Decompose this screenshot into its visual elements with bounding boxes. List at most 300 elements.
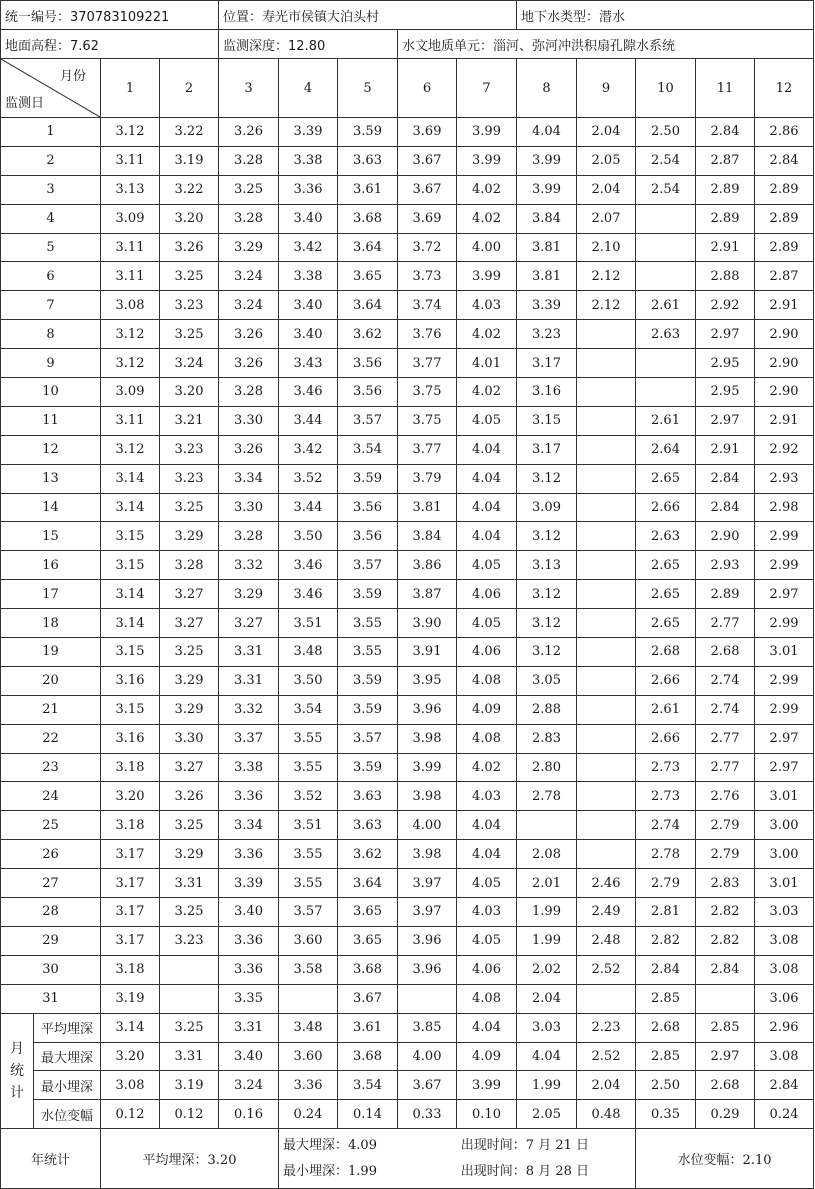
depth-value: 3.72 [398, 233, 457, 262]
depth-value: 3.57 [338, 551, 398, 580]
depth-value [577, 406, 636, 435]
depth-value: 3.84 [398, 522, 457, 551]
stat-value: 3.67 [398, 1071, 457, 1100]
depth-value: 3.55 [338, 638, 398, 667]
depth-value [577, 493, 636, 522]
depth-value: 2.86 [755, 118, 814, 147]
day-number: 16 [1, 551, 101, 580]
depth-value: 3.59 [338, 464, 398, 493]
depth-value: 3.34 [219, 811, 279, 840]
depth-value: 4.08 [457, 984, 517, 1013]
depth-value [577, 753, 636, 782]
depth-value: 3.98 [398, 840, 457, 869]
depth-value: 3.18 [101, 753, 160, 782]
stat-value: 3.40 [219, 1042, 279, 1071]
depth-value: 3.17 [517, 435, 577, 464]
depth-value: 2.97 [755, 753, 814, 782]
depth-value: 3.29 [219, 233, 279, 262]
depth-value: 3.15 [101, 638, 160, 667]
depth-value: 3.20 [160, 204, 219, 233]
depth-value: 2.87 [755, 262, 814, 291]
depth-value: 3.59 [338, 695, 398, 724]
depth-value: 3.13 [101, 175, 160, 204]
annual-amplitude: 水位变幅：2.10 [636, 1129, 814, 1189]
depth-value: 2.84 [696, 955, 755, 984]
depth-value: 3.62 [338, 320, 398, 349]
depth-value: 3.56 [338, 378, 398, 407]
depth-value: 3.25 [160, 320, 219, 349]
stat-value: 3.61 [338, 1013, 398, 1042]
day-row [1, 811, 814, 840]
depth-value: 3.98 [398, 782, 457, 811]
depth-value: 4.08 [457, 666, 517, 695]
depth-value: 3.23 [160, 464, 219, 493]
depth-value: 3.26 [219, 320, 279, 349]
monthly-stat-row [1, 1042, 814, 1071]
depth-value: 2.77 [696, 753, 755, 782]
depth-value: 3.55 [279, 869, 338, 898]
depth-value: 3.51 [279, 811, 338, 840]
depth-value: 3.32 [219, 551, 279, 580]
day-row [1, 753, 814, 782]
annual-min-depth: 最小埋深：1.99 [283, 1163, 377, 1179]
month-axis-label: 月份 [59, 69, 86, 84]
depth-value: 3.57 [338, 406, 398, 435]
day-number: 19 [1, 638, 101, 667]
depth-value: 3.97 [398, 898, 457, 927]
day-row [1, 926, 814, 955]
depth-value: 4.02 [457, 175, 517, 204]
day-row [1, 580, 814, 609]
depth-value [517, 811, 577, 840]
depth-value: 3.36 [219, 782, 279, 811]
day-number: 27 [1, 869, 101, 898]
depth-value: 2.74 [636, 811, 696, 840]
depth-value: 3.28 [219, 522, 279, 551]
depth-value [577, 580, 636, 609]
depth-value: 3.99 [457, 118, 517, 147]
day-row [1, 724, 814, 753]
depth-value: 3.40 [279, 204, 338, 233]
depth-value: 3.27 [219, 609, 279, 638]
depth-value: 4.03 [457, 898, 517, 927]
depth-value: 3.55 [279, 753, 338, 782]
stat-value: 0.14 [338, 1100, 398, 1129]
depth-value: 4.05 [457, 551, 517, 580]
depth-value: 3.12 [101, 118, 160, 147]
depth-value: 2.90 [696, 522, 755, 551]
day-number: 14 [1, 493, 101, 522]
depth-value: 3.96 [398, 695, 457, 724]
depth-value: 2.08 [517, 840, 577, 869]
depth-value: 3.25 [160, 811, 219, 840]
depth-value: 3.38 [279, 262, 338, 291]
depth-value: 3.12 [517, 580, 577, 609]
depth-value [577, 724, 636, 753]
depth-value: 3.17 [101, 898, 160, 927]
depth-value: 3.15 [101, 551, 160, 580]
stat-label: 最小埋深 [34, 1071, 101, 1100]
depth-value: 2.77 [696, 724, 755, 753]
day-number: 30 [1, 955, 101, 984]
depth-value: 4.02 [457, 378, 517, 407]
annual-stats-row [1, 1129, 814, 1189]
depth-value: 3.54 [279, 695, 338, 724]
depth-value [636, 378, 696, 407]
depth-value: 3.08 [755, 926, 814, 955]
depth-value: 3.44 [279, 406, 338, 435]
day-number: 24 [1, 782, 101, 811]
depth-value: 2.84 [636, 955, 696, 984]
depth-value: 3.26 [160, 233, 219, 262]
depth-value: 3.69 [398, 118, 457, 147]
day-number: 5 [1, 233, 101, 262]
depth-value: 3.16 [517, 378, 577, 407]
depth-value: 4.06 [457, 638, 517, 667]
depth-value: 3.98 [398, 724, 457, 753]
depth-value: 3.87 [398, 580, 457, 609]
depth-value: 2.90 [755, 349, 814, 378]
depth-value: 3.28 [219, 146, 279, 175]
depth-value: 3.68 [338, 204, 398, 233]
depth-value: 3.39 [219, 869, 279, 898]
depth-value: 2.91 [696, 435, 755, 464]
depth-value: 3.75 [398, 406, 457, 435]
month-header: 4 [279, 59, 338, 118]
depth-value: 2.74 [696, 666, 755, 695]
depth-value: 3.08 [755, 955, 814, 984]
stat-value: 3.99 [457, 1071, 517, 1100]
depth-value: 2.92 [755, 435, 814, 464]
stat-value: 2.50 [636, 1071, 696, 1100]
depth-value [577, 811, 636, 840]
depth-value: 3.42 [279, 435, 338, 464]
depth-value: 3.81 [517, 233, 577, 262]
depth-value: 3.31 [160, 869, 219, 898]
depth-value: 2.89 [696, 580, 755, 609]
depth-value: 3.16 [101, 724, 160, 753]
stat-value: 2.85 [636, 1042, 696, 1071]
day-row [1, 291, 814, 320]
depth-value: 3.36 [279, 175, 338, 204]
depth-value: 2.89 [696, 175, 755, 204]
depth-value: 2.68 [636, 638, 696, 667]
depth-value: 2.80 [517, 753, 577, 782]
day-row [1, 551, 814, 580]
station-id: 统一编号：370783109221 [1, 1, 219, 30]
depth-value: 2.99 [755, 666, 814, 695]
stat-value: 4.00 [398, 1042, 457, 1071]
depth-value: 3.31 [219, 638, 279, 667]
depth-value: 3.56 [338, 349, 398, 378]
depth-value: 3.39 [517, 291, 577, 320]
depth-value: 2.84 [755, 146, 814, 175]
depth-value: 4.04 [457, 811, 517, 840]
day-row [1, 320, 814, 349]
depth-value: 2.84 [696, 493, 755, 522]
depth-value: 3.09 [517, 493, 577, 522]
depth-value: 3.12 [517, 638, 577, 667]
annual-max-line [283, 1133, 635, 1159]
depth-value: 3.29 [160, 522, 219, 551]
depth-value: 2.82 [696, 898, 755, 927]
stat-value: 3.31 [160, 1042, 219, 1071]
depth-value: 3.36 [219, 955, 279, 984]
depth-value: 3.17 [101, 926, 160, 955]
depth-value: 2.95 [696, 378, 755, 407]
depth-value: 3.19 [101, 984, 160, 1013]
day-number: 15 [1, 522, 101, 551]
annual-min-time: 出现时间：8 月 28 日 [460, 1163, 590, 1179]
day-number: 18 [1, 609, 101, 638]
depth-value: 3.38 [219, 753, 279, 782]
month-header: 10 [636, 59, 696, 118]
day-row [1, 233, 814, 262]
depth-value: 2.52 [577, 955, 636, 984]
day-number: 21 [1, 695, 101, 724]
depth-value: 3.23 [160, 291, 219, 320]
depth-value: 3.56 [338, 493, 398, 522]
depth-value: 3.76 [398, 320, 457, 349]
depth-value: 3.26 [160, 782, 219, 811]
depth-value: 3.74 [398, 291, 457, 320]
depth-value: 2.73 [636, 753, 696, 782]
depth-value: 3.18 [101, 811, 160, 840]
depth-value: 3.46 [279, 580, 338, 609]
depth-value: 4.04 [457, 464, 517, 493]
depth-value: 4.04 [457, 522, 517, 551]
depth-value: 4.05 [457, 406, 517, 435]
depth-value: 4.09 [457, 695, 517, 724]
depth-value: 3.64 [338, 233, 398, 262]
monthly-stats-group-label [1, 1013, 34, 1129]
depth-value: 3.86 [398, 551, 457, 580]
depth-value: 3.96 [398, 955, 457, 984]
depth-value: 2.77 [696, 609, 755, 638]
day-row [1, 695, 814, 724]
annual-max-time: 出现时间：7 月 21 日 [460, 1137, 590, 1153]
depth-value: 2.65 [636, 464, 696, 493]
depth-value: 2.02 [517, 955, 577, 984]
depth-value: 3.52 [279, 464, 338, 493]
depth-value: 3.38 [279, 146, 338, 175]
depth-value: 2.90 [755, 320, 814, 349]
depth-value [577, 609, 636, 638]
day-row [1, 464, 814, 493]
depth-value: 3.05 [517, 666, 577, 695]
depth-value: 2.54 [636, 175, 696, 204]
depth-value [636, 349, 696, 378]
depth-value: 3.14 [101, 493, 160, 522]
depth-value: 2.46 [577, 869, 636, 898]
day-number: 22 [1, 724, 101, 753]
depth-value: 3.56 [338, 522, 398, 551]
depth-value: 2.04 [517, 984, 577, 1013]
depth-value: 2.83 [696, 869, 755, 898]
month-header-row [1, 59, 814, 118]
stat-value: 2.96 [755, 1013, 814, 1042]
day-row [1, 869, 814, 898]
depth-value: 3.12 [517, 522, 577, 551]
depth-value: 3.95 [398, 666, 457, 695]
monthly-stat-row [1, 1071, 814, 1100]
depth-value: 3.58 [279, 955, 338, 984]
depth-value: 3.43 [279, 349, 338, 378]
depth-value: 2.97 [755, 580, 814, 609]
stat-value: 2.84 [755, 1071, 814, 1100]
day-number: 31 [1, 984, 101, 1013]
depth-value: 3.99 [517, 146, 577, 175]
depth-value: 3.01 [755, 869, 814, 898]
depth-value: 3.64 [338, 869, 398, 898]
depth-value: 3.11 [101, 262, 160, 291]
depth-value: 4.04 [457, 493, 517, 522]
annual-avg-depth: 平均埋深：3.20 [101, 1129, 279, 1189]
annual-label: 年统计 [1, 1129, 101, 1189]
depth-value: 3.14 [101, 609, 160, 638]
day-row [1, 146, 814, 175]
day-number: 13 [1, 464, 101, 493]
depth-value: 4.02 [457, 753, 517, 782]
depth-value: 2.54 [636, 146, 696, 175]
depth-value: 3.46 [279, 378, 338, 407]
depth-value: 2.82 [696, 926, 755, 955]
depth-value: 3.20 [101, 782, 160, 811]
depth-value: 2.84 [696, 118, 755, 147]
depth-value [398, 984, 457, 1013]
day-row [1, 955, 814, 984]
depth-value: 3.31 [219, 666, 279, 695]
depth-value: 4.05 [457, 869, 517, 898]
stat-value: 3.19 [160, 1071, 219, 1100]
depth-value: 3.35 [219, 984, 279, 1013]
depth-value [636, 233, 696, 262]
annual-extremes [279, 1129, 636, 1189]
depth-value: 3.81 [517, 262, 577, 291]
depth-value: 2.78 [636, 840, 696, 869]
depth-value: 3.25 [160, 493, 219, 522]
month-header: 8 [517, 59, 577, 118]
stat-value: 4.04 [517, 1042, 577, 1071]
stat-value: 2.68 [696, 1071, 755, 1100]
depth-value: 3.61 [338, 175, 398, 204]
depth-value: 4.00 [457, 233, 517, 262]
depth-value [577, 349, 636, 378]
stat-value: 3.48 [279, 1013, 338, 1042]
depth-value: 3.84 [517, 204, 577, 233]
depth-value: 3.01 [755, 782, 814, 811]
depth-value: 2.66 [636, 666, 696, 695]
depth-value: 3.63 [338, 782, 398, 811]
depth-value: 2.74 [696, 695, 755, 724]
stat-value: 0.10 [457, 1100, 517, 1129]
depth-value: 3.57 [338, 724, 398, 753]
depth-value: 2.63 [636, 320, 696, 349]
depth-value: 3.25 [219, 175, 279, 204]
day-number: 9 [1, 349, 101, 378]
depth-value: 2.04 [577, 118, 636, 147]
depth-value: 2.07 [577, 204, 636, 233]
depth-value [577, 984, 636, 1013]
depth-value: 3.54 [338, 435, 398, 464]
stat-value: 2.05 [517, 1100, 577, 1129]
header-row-1 [1, 1, 814, 30]
depth-value: 3.00 [755, 840, 814, 869]
depth-value: 4.02 [457, 320, 517, 349]
depth-value: 3.46 [279, 551, 338, 580]
depth-value: 4.00 [398, 811, 457, 840]
depth-value: 4.03 [457, 291, 517, 320]
depth-value: 3.28 [219, 378, 279, 407]
depth-value: 3.91 [398, 638, 457, 667]
depth-value: 2.10 [577, 233, 636, 262]
day-axis-label: 监测日 [5, 96, 45, 111]
day-number: 2 [1, 146, 101, 175]
depth-value: 3.14 [101, 580, 160, 609]
depth-value: 3.18 [101, 955, 160, 984]
stat-value: 3.03 [517, 1013, 577, 1042]
day-number: 10 [1, 378, 101, 407]
day-number: 17 [1, 580, 101, 609]
depth-value: 2.93 [755, 464, 814, 493]
depth-value: 2.79 [696, 811, 755, 840]
day-number: 28 [1, 898, 101, 927]
depth-value: 2.95 [696, 349, 755, 378]
hydrogeologic-unit: 水文地质单元：淄河、弥河冲洪积扇孔隙水系统 [398, 30, 814, 59]
month-header: 6 [398, 59, 457, 118]
stat-value: 1.99 [517, 1071, 577, 1100]
depth-value: 3.75 [398, 378, 457, 407]
depth-value: 3.63 [338, 811, 398, 840]
depth-value: 2.97 [755, 724, 814, 753]
depth-value: 3.25 [160, 898, 219, 927]
stat-value: 2.68 [636, 1013, 696, 1042]
depth-value: 3.60 [279, 926, 338, 955]
stat-value: 3.24 [219, 1071, 279, 1100]
depth-value: 3.30 [160, 724, 219, 753]
depth-value [577, 666, 636, 695]
depth-value: 3.36 [219, 840, 279, 869]
month-header: 5 [338, 59, 398, 118]
monthly-stat-row [1, 1100, 814, 1129]
depth-value: 2.65 [636, 580, 696, 609]
depth-value: 4.08 [457, 724, 517, 753]
day-row [1, 118, 814, 147]
day-row [1, 782, 814, 811]
depth-value: 3.23 [160, 926, 219, 955]
depth-value: 3.99 [457, 262, 517, 291]
depth-value: 3.57 [279, 898, 338, 927]
monitor-depth: 监测深度：12.80 [219, 30, 398, 59]
header-row-2 [1, 30, 814, 59]
depth-value [577, 522, 636, 551]
depth-value [696, 984, 755, 1013]
depth-value: 3.39 [279, 118, 338, 147]
depth-value [577, 638, 636, 667]
depth-value: 4.02 [457, 204, 517, 233]
depth-value: 3.65 [338, 926, 398, 955]
depth-value: 3.20 [160, 378, 219, 407]
depth-value: 2.12 [577, 291, 636, 320]
depth-value: 3.32 [219, 695, 279, 724]
depth-value: 3.14 [101, 464, 160, 493]
depth-value: 3.55 [279, 724, 338, 753]
annual-max-depth: 最大埋深：4.09 [283, 1137, 377, 1153]
depth-value: 3.55 [338, 609, 398, 638]
depth-value: 2.61 [636, 695, 696, 724]
depth-value: 3.09 [101, 378, 160, 407]
depth-value: 3.48 [279, 638, 338, 667]
